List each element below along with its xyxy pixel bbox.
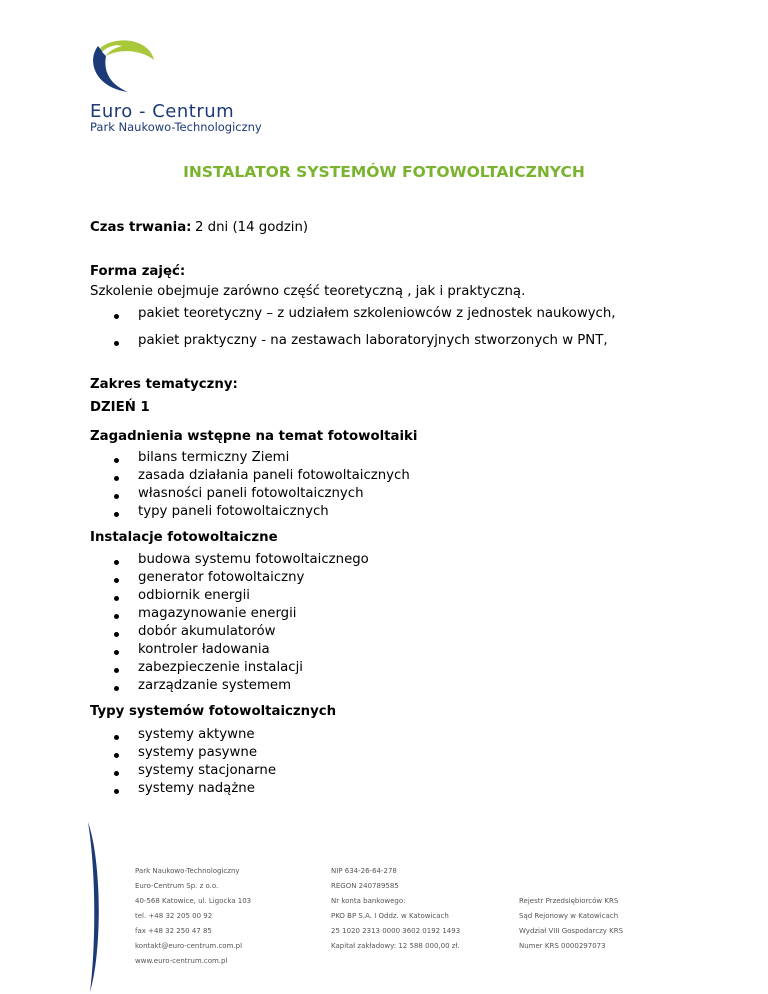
list-item: systemy aktywne [138, 727, 255, 742]
form-intro: Szkolenie obejmuje zarówno część teoretyczną , jak i praktyczną. [90, 284, 526, 299]
section-heading: Instalacje fotowoltaiczne [90, 530, 278, 545]
bullet [114, 668, 119, 673]
duration-value: 2 dni (14 godzin) [195, 220, 309, 235]
footer-link-website[interactable]: www.euro-centrum.com.pl [135, 957, 228, 965]
footer-text: Park Naukowo-Technologiczny [135, 867, 240, 875]
scope-heading: Zakres tematyczny: [90, 377, 238, 392]
bullet [114, 512, 119, 517]
bullet [114, 789, 119, 794]
bullet [114, 341, 119, 346]
footer-text: PKO BP S.A. I Oddz. w Katowicach [331, 912, 449, 920]
list-item: odbiornik energii [138, 588, 250, 603]
footer-text: Euro-Centrum Sp. z o.o. [135, 882, 219, 890]
list-item: systemy stacjonarne [138, 763, 277, 778]
form-item: pakiet praktyczny - na zestawach laboratoryjnych stworzonych w PNT, [138, 333, 608, 348]
footer-text: Numer KRS 0000297073 [519, 942, 606, 950]
list-item: systemy pasywne [138, 745, 258, 760]
list-item: dobór akumulatorów [138, 624, 276, 639]
list-item: typy paneli fotowoltaicznych [138, 504, 329, 519]
footer-text: NIP 634-26-64-278 [331, 867, 397, 875]
footer-text: Rejestr Przedsiębiorców KRS [519, 897, 619, 905]
euro-centrum-logo [88, 38, 158, 98]
footer-text: Sąd Rejonowy w Katowicach [519, 912, 619, 920]
bullet [114, 686, 119, 691]
bullet [114, 494, 119, 499]
bullet [114, 614, 119, 619]
bullet [114, 735, 119, 740]
list-item: własności paneli fotowoltaicznych [138, 486, 364, 501]
footer-text: Nr konta bankowego: [331, 897, 406, 905]
list-item: generator fotowoltaiczny [138, 570, 305, 585]
brand-name: Euro - Centrum [90, 101, 235, 122]
footer-decoration [88, 822, 104, 992]
footer-text: 25 1020 2313 0000 3602 0192 1493 [331, 927, 461, 935]
footer-text: fax +48 32 250 47 85 [135, 927, 212, 935]
footer-text: tel. +48 32 205 00 92 [135, 912, 213, 920]
brand-subtitle: Park Naukowo-Technologiczny [90, 120, 262, 134]
bullet [114, 560, 119, 565]
footer-link-email[interactable]: kontakt@euro-centrum.com.pl [135, 942, 243, 950]
section-heading: Zagadnienia wstępne na temat fotowoltaiki [90, 429, 418, 444]
bullet [114, 753, 119, 758]
list-item: kontroler ładowania [138, 642, 270, 657]
form-heading: Forma zajęć: [90, 264, 186, 279]
bullet [114, 458, 119, 463]
document-title: INSTALATOR SYSTEMÓW FOTOWOLTAICZNYCH [183, 163, 585, 181]
list-item: zarządzanie systemem [138, 678, 292, 693]
list-item: bilans termiczny Ziemi [138, 450, 290, 465]
bullet [114, 596, 119, 601]
bullet [114, 314, 119, 319]
list-item: zasada działania paneli fotowoltaicznych [138, 468, 410, 483]
bullet [114, 476, 119, 481]
footer-text: 40-568 Katowice, ul. Ligocka 103 [135, 897, 252, 905]
bullet [114, 771, 119, 776]
bullet [114, 650, 119, 655]
form-item: pakiet teoretyczny – z udziałem szkoleniowców z jednostek naukowych, [138, 306, 616, 321]
day-heading: DZIEŃ 1 [90, 400, 150, 415]
duration-label: Czas trwania: [90, 220, 192, 235]
footer-text: Wydział VIII Gospodarczy KRS [519, 927, 624, 935]
section-heading: Typy systemów fotowoltaicznych [90, 704, 337, 719]
footer-text: Kapitał zakładowy: 12 588 000,00 zł. [331, 942, 460, 950]
bullet [114, 578, 119, 583]
list-item: budowa systemu fotowoltaicznego [138, 552, 369, 567]
list-item: zabezpieczenie instalacji [138, 660, 303, 675]
bullet [114, 632, 119, 637]
list-item: magazynowanie energii [138, 606, 297, 621]
list-item: systemy nadążne [138, 781, 255, 796]
footer-text: REGON 240789585 [331, 882, 399, 890]
